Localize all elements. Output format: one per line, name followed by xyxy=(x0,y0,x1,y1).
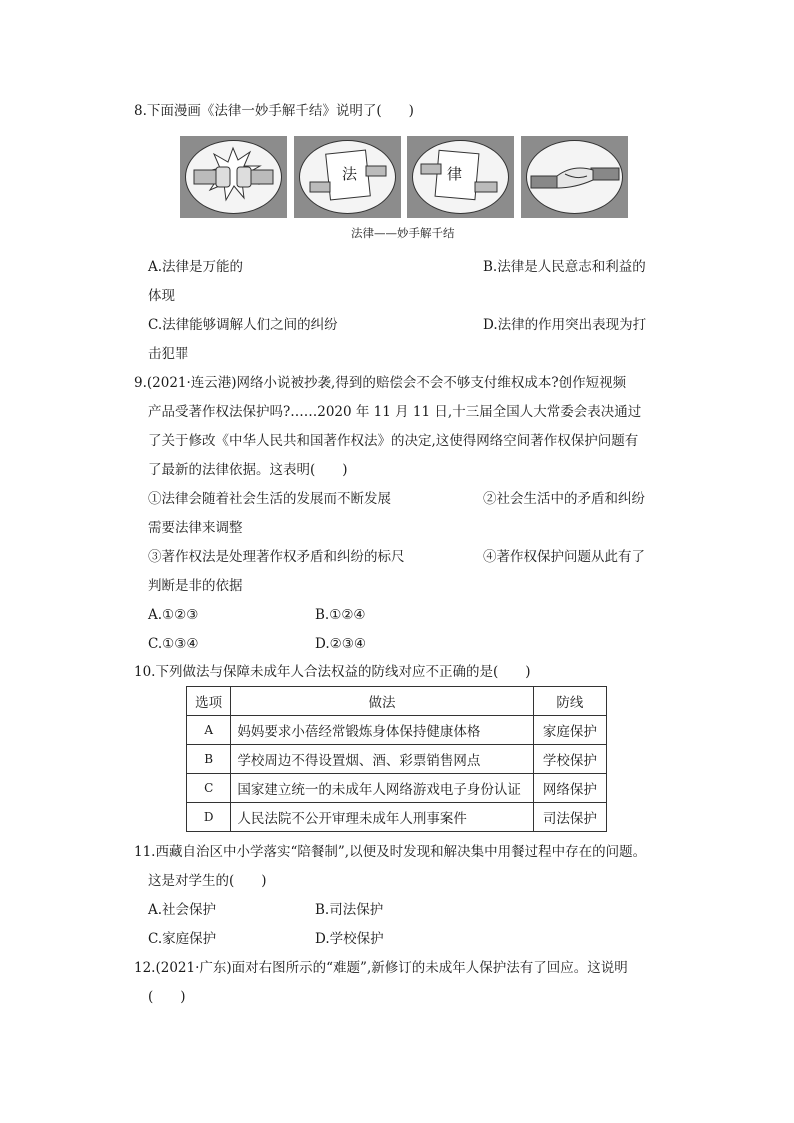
comic-panel-law-fa xyxy=(294,136,401,218)
q11-stem-line1: 11.西藏自治区中小学落实“陪餐制”,以便及时发现和解决集中用餐过程中存在的问题。 xyxy=(134,844,647,860)
q9-stem-line4: 了最新的法律依据。这表明( ) xyxy=(148,462,348,478)
q9-option-b: B.①②④ xyxy=(315,607,366,623)
q9-item-3: ③著作权法是处理著作权矛盾和纠纷的标尺 xyxy=(148,549,405,565)
table-cell: D xyxy=(187,803,231,832)
table-cell: 人民法院不公开审理未成年人刑事案件 xyxy=(231,803,533,832)
q8-option-c: C.法律能够调解人们之间的纠纷 xyxy=(148,317,338,333)
q9-option-c: C.①③④ xyxy=(148,636,199,652)
q9-option-d: D.②③④ xyxy=(315,636,366,652)
clashing-fists-icon xyxy=(180,136,287,218)
q12-stem-line1: 12.(2021·广东)面对右图所示的“难题”,新修订的未成年人保护法有了回应。这说明 xyxy=(134,960,628,976)
table-header-row xyxy=(187,687,607,716)
table-header-cell: 防线 xyxy=(533,687,606,716)
table-cell: 家庭保护 xyxy=(533,716,606,745)
table-row xyxy=(187,774,607,803)
q10-stem: 10.下列做法与保障未成年人合法权益的防线对应不正确的是( ) xyxy=(134,664,531,680)
comic-panel-conflict xyxy=(180,136,287,218)
table-cell: 妈妈要求小蓓经常锻炼身体保持健康体格 xyxy=(231,716,533,745)
comic-panel-law-lv xyxy=(407,136,514,218)
q11-stem-line2: 这是对学生的( ) xyxy=(148,873,267,889)
table-cell: A xyxy=(187,716,231,745)
q9-item-2-cont: 需要法律来调整 xyxy=(148,520,243,536)
table-cell: 司法保护 xyxy=(533,803,606,832)
table-cell: 网络保护 xyxy=(533,774,606,803)
table-row xyxy=(187,803,607,832)
q8-option-b: B.法律是人民意志和利益的 xyxy=(483,259,646,275)
q9-item-4: ④著作权保护问题从此有了 xyxy=(483,549,645,565)
panel-word-fa: 法 xyxy=(342,165,358,183)
q11-option-c: C.家庭保护 xyxy=(148,931,217,947)
panel-word-lv: 律 xyxy=(447,165,463,183)
table-cell: 学校周边不得设置烟、酒、彩票销售网点 xyxy=(231,745,533,774)
q8-option-d-cont: 击犯罪 xyxy=(148,346,189,362)
comic-caption: 法律——妙手解千结 xyxy=(351,226,455,240)
table-row xyxy=(187,745,607,774)
q9-option-a: A.①②③ xyxy=(148,607,199,623)
q11-option-a: A.社会保护 xyxy=(148,902,217,918)
handshake-icon xyxy=(521,136,628,218)
q8-option-a: A.法律是万能的 xyxy=(148,259,244,275)
table-cell: 国家建立统一的未成年人网络游戏电子身份认证 xyxy=(231,774,533,803)
q9-item-2: ②社会生活中的矛盾和纠纷 xyxy=(483,491,645,507)
table-row xyxy=(187,716,607,745)
q9-stem-line3: 了关于修改《中华人民共和国著作权法》的决定,这使得网络空间著作权保护问题有 xyxy=(148,433,639,449)
table-header-cell: 选项 xyxy=(187,687,231,716)
table-cell: C xyxy=(187,774,231,803)
table-cell: B xyxy=(187,745,231,774)
q8-option-d: D.法律的作用突出表现为打 xyxy=(483,317,647,333)
q10-table xyxy=(186,686,607,832)
q8-stem: 8.下面漫画《法律一妙手解千结》说明了( ) xyxy=(134,103,414,119)
q9-stem-line1: 9.(2021·连云港)网络小说被抄袭,得到的赔偿会不会不够支付维权成本?创作短视频 xyxy=(134,375,627,391)
q11-option-d: D.学校保护 xyxy=(315,931,384,947)
q12-stem-line2: ( ) xyxy=(148,989,186,1005)
q8-option-b-cont: 体现 xyxy=(148,288,175,304)
q11-option-b: B.司法保护 xyxy=(315,902,384,918)
q9-stem-line2: 产品受著作权法保护吗?……2020 年 11 月 11 日,十三届全国人大常委会表决通过 xyxy=(148,404,642,420)
q9-item-4-cont: 判断是非的依据 xyxy=(148,578,243,594)
q9-item-1: ①法律会随着社会生活的发展而不断发展 xyxy=(148,491,391,507)
comic-panel-handshake xyxy=(521,136,628,218)
table-header-cell: 做法 xyxy=(231,687,533,716)
table-cell: 学校保护 xyxy=(533,745,606,774)
comic-strip xyxy=(180,136,630,218)
